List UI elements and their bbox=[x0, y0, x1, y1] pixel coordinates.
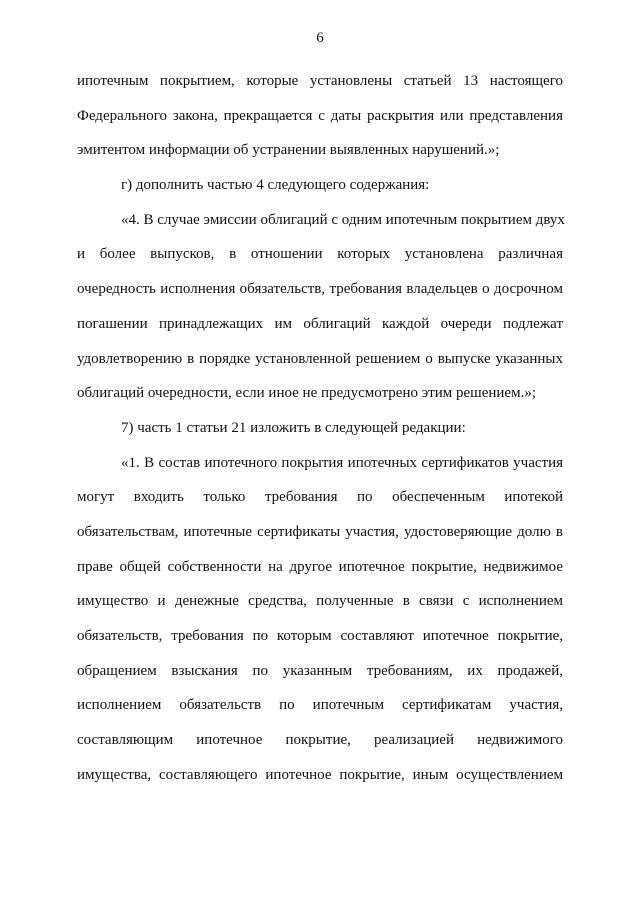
text-line: могут входить только требования по обеспеченным ипотекой bbox=[77, 489, 563, 506]
text-line: погашении принадлежащих им облигаций каждой очереди подлежат bbox=[77, 315, 563, 332]
text-line: составляющим ипотечное покрытие, реализацией недвижимого bbox=[77, 732, 563, 749]
text-line: имущество и денежные средства, полученные в связи с исполнением bbox=[77, 593, 563, 610]
body-text bbox=[77, 71, 563, 799]
text-line: обязательств, требования по которым составляют ипотечное покрытие, bbox=[77, 628, 563, 644]
text-line: исполнением обязательств по ипотечным сертификатам участия, bbox=[77, 697, 563, 714]
text-line: г) дополнить частью 4 следующего содержания: bbox=[121, 177, 430, 194]
text-line: имущества, составляющего ипотечное покрытие, иным осуществлением bbox=[77, 766, 563, 783]
text-line: обращением взыскания по указанным требованиям, их продажей, bbox=[77, 662, 563, 679]
text-line: праве общей собственности на другое ипотечное покрытие, недвижимое bbox=[77, 558, 563, 575]
text-line: удовлетворению в порядке установленной решением о выпуске указанных bbox=[77, 350, 563, 367]
text-line: 7) часть 1 статьи 21 изложить в следующей редакции: bbox=[121, 419, 466, 436]
text-line: Федерального закона, прекращается с даты раскрытия или представления bbox=[77, 107, 563, 124]
text-line: эмитентом информации об устранении выявленных нарушений.»; bbox=[77, 142, 500, 159]
text-line: ипотечным покрытием, которые установлены статьей 13 настоящего bbox=[77, 73, 563, 89]
text-line: «1. В состав ипотечного покрытия ипотечных сертификатов участия bbox=[121, 454, 563, 471]
text-line: очередность исполнения обязательств, требования владельцев о досрочном bbox=[77, 281, 563, 298]
text-line: обязательствам, ипотечные сертификаты участия, удостоверяющие долю в bbox=[77, 523, 563, 540]
page-number: 6 bbox=[316, 30, 324, 46]
text-line: «4. В случае эмиссии облигаций с одним ипотечным покрытием двух bbox=[121, 211, 565, 228]
text-line: и более выпусков, в отношении которых установлена различная bbox=[77, 246, 563, 263]
text-line: облигаций очередности, если иное не предусмотрено этим решением.»; bbox=[77, 385, 536, 402]
